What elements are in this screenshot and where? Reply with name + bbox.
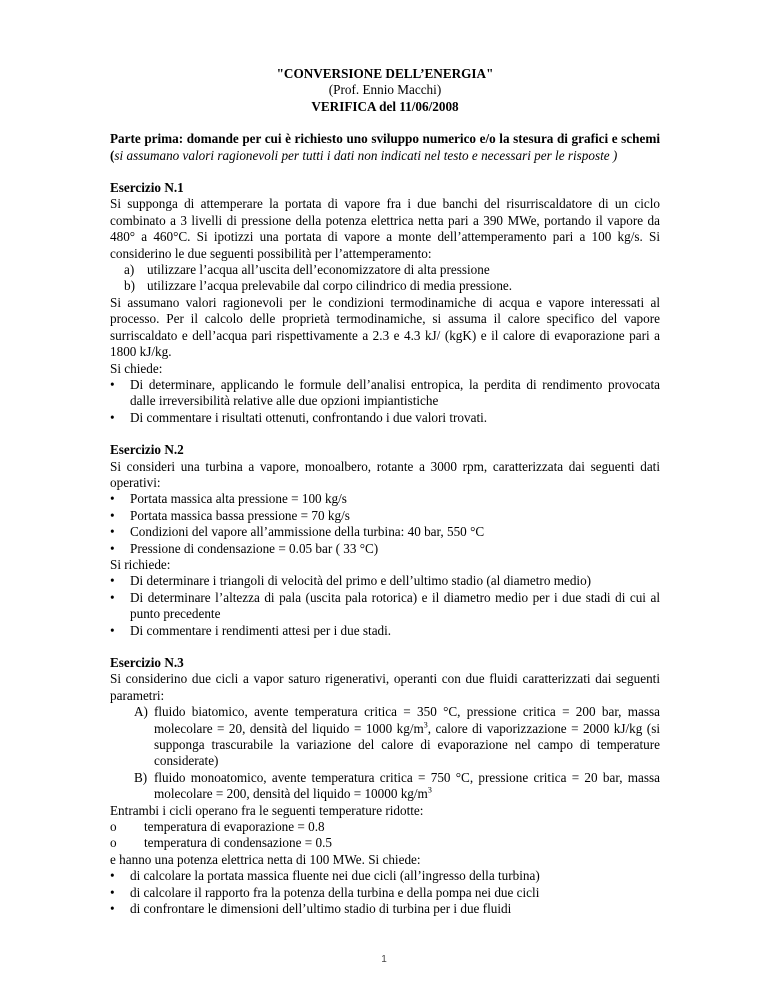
circle-bullet-icon: o [110, 835, 117, 851]
exercise-2-title: Esercizio N.2 [110, 442, 184, 458]
bullet-icon [110, 623, 130, 639]
list-item [110, 901, 660, 917]
bullet-icon [110, 524, 130, 540]
list-item-text: temperatura di condensazione = 0.5 [144, 835, 332, 851]
bullet-icon [110, 377, 130, 393]
exam-date: VERIFICA del 11/06/2008 [311, 98, 459, 114]
fluid-b [110, 770, 660, 803]
fluid-marker: A) [134, 704, 148, 720]
exercise-2 [110, 442, 660, 639]
exercise-3 [110, 655, 660, 918]
list-item-text: Di commentare i risultati ottenuti, confrontando i due valori trovati. [130, 409, 488, 425]
list-item [110, 868, 660, 884]
list-item-text: Di determinare, applicando le formule dell’analisi entropica, la perdita di rendimento provocata dalle irreversibilità relative alle due opzioni impiantistiche [130, 376, 660, 409]
intro-italic: si assumano valori ragionevoli per tutti i dati non indicati nel testo e necessari per le risposte ) [114, 147, 618, 163]
list-item-text: Di determinare i triangoli di velocità del primo e dell’ultimo stadio (al diametro medio) [130, 573, 592, 589]
professor-name: (Prof. Ennio Macchi) [328, 82, 442, 98]
exercise-1-option-b [110, 278, 660, 294]
list-item-text: Pressione di condensazione = 0.05 bar ( 33 °C) [130, 540, 379, 556]
fluid-a-text-1: fluido biatomico, avente temperatura critica = 350 °C, pressione critica = 200 bar, massa molecolare = 20, densità del liquido = 1000 kg/m [154, 704, 660, 736]
exercise-1-option-a [110, 262, 660, 278]
exercise-3-text: Si considerino due cicli a vapor saturo rigenerativi, operanti con due fluidi caratterizzati dai seguenti parametri: [110, 671, 660, 703]
list-item-text: di calcolare la portata massica fluente nei due cicli (all’ingresso della turbina) [130, 868, 540, 884]
list-item [110, 377, 660, 410]
exercise-1 [110, 180, 660, 426]
exercise-1-ask: Si chiede: [110, 360, 163, 376]
list-item-text: Di determinare l’altezza di pala (uscita pala rotorica) e il diametro medio per i due stadi di cui al punto precedente [130, 589, 660, 622]
bullet-icon [110, 901, 130, 917]
fluid-a-text-2: , calore di vaporizzazione = 2000 kJ/kg (si supponga trascurabile la variazione del calore di evaporazione nel campo di temperature considerate) [154, 720, 660, 769]
superscript: 3 [427, 785, 432, 795]
exercise-3-title: Esercizio N.3 [110, 655, 184, 670]
list-item [110, 573, 660, 589]
page-content [110, 66, 660, 934]
list-item [110, 410, 660, 426]
page-number: 1 [381, 954, 387, 965]
exercise-1-assumptions: Si assumano valori ragionevoli per le condizioni termodinamiche di acqua e vapore interessati al processo. Per il calcolo delle proprietà termodinamiche, si assuma il calore specifico del vapore surriscaldato e dell’acqua pari rispettivamente a 2.3 e 4.3 kJ/ (kgK) e il calore di evaporazione pari a 1800 kJ/kg. [110, 294, 660, 360]
list-item-text: temperatura di evaporazione = 0.8 [144, 819, 325, 835]
option-marker: b) [124, 278, 135, 294]
exercise-1-text: Si supponga di attemperare la portata di vapore fra i due banchi del risurriscaldatore di un ciclo combinato a 3 livelli di pressione della potenza elettrica netta pari a 390 MWe, portando il vapore da 480° a 460°C. Si ipotizzi una portata di vapore a monte dell’attemperamento pari a 100 kg/s. Si considerino le due seguenti possibilità per l’attemperamento: [110, 196, 660, 261]
list-item [110, 524, 660, 540]
list-item-text: Di commentare i rendimenti attesi per i due stadi. [130, 622, 392, 638]
exercise-2-ask: Si richiede: [110, 556, 171, 572]
bullet-icon [110, 541, 130, 557]
list-item [110, 623, 660, 639]
bullet-icon [110, 885, 130, 901]
exercise-1-title: Esercizio N.1 [110, 180, 184, 196]
bullet-icon [110, 410, 130, 426]
bullet-icon [110, 491, 130, 507]
exercise-3-ask: e hanno una potenza elettrica netta di 100 MWe. Si chiede: [110, 851, 421, 867]
option-text: utilizzare l’acqua all’uscita dell’economizzatore di alta pressione [147, 262, 490, 278]
intro-bold: Parte prima: domande per cui è richiesto uno sviluppo numerico e/o la stesura di grafici e schemi ( [110, 131, 660, 163]
list-item [110, 885, 660, 901]
circle-bullet-icon: o [110, 819, 117, 835]
superscript: 3 [423, 720, 428, 730]
option-marker: a) [124, 262, 135, 278]
exercise-3-temps-intro: Entrambi i cicli operano fra le seguenti temperature ridotte: [110, 802, 424, 818]
bullet-icon [110, 573, 130, 589]
list-item-text: di confrontare le dimensioni dell’ultimo stadio di turbina per i due fluidi [130, 901, 512, 917]
list-item [110, 835, 660, 851]
list-item-text: Portata massica alta pressione = 100 kg/s [130, 491, 347, 507]
bullet-icon [110, 590, 130, 606]
fluid-b-text: fluido monoatomico, avente temperatura critica = 750 °C, pressione critica = 20 bar, massa molecolare = 200, densità del liquido = 10000 kg/m [154, 769, 660, 802]
list-item [110, 508, 660, 524]
course-title: "CONVERSIONE DELL’ENERGIA" [276, 66, 494, 81]
fluid-a [110, 704, 660, 770]
list-item [110, 541, 660, 557]
list-item-text: Portata massica bassa pressione = 70 kg/s [130, 507, 350, 523]
option-text: utilizzare l’acqua prelevabile dal corpo cilindrico di media pressione. [147, 278, 513, 294]
fluid-marker: B) [134, 769, 148, 785]
bullet-icon [110, 508, 130, 524]
list-item-text: di calcolare il rapporto fra la potenza della turbina e della pompa nei due cicli [130, 884, 540, 900]
document-header [110, 66, 660, 115]
part-one-intro [110, 131, 660, 164]
list-item-text: Condizioni del vapore all’ammissione della turbina: 40 bar, 550 °C [130, 524, 485, 540]
list-item [110, 590, 660, 623]
exercise-2-text: Si consideri una turbina a vapore, monoalbero, rotante a 3000 rpm, caratterizzata dai seguenti dati operativi: [110, 458, 660, 490]
list-item [110, 819, 660, 835]
list-item [110, 491, 660, 507]
bullet-icon [110, 868, 130, 884]
